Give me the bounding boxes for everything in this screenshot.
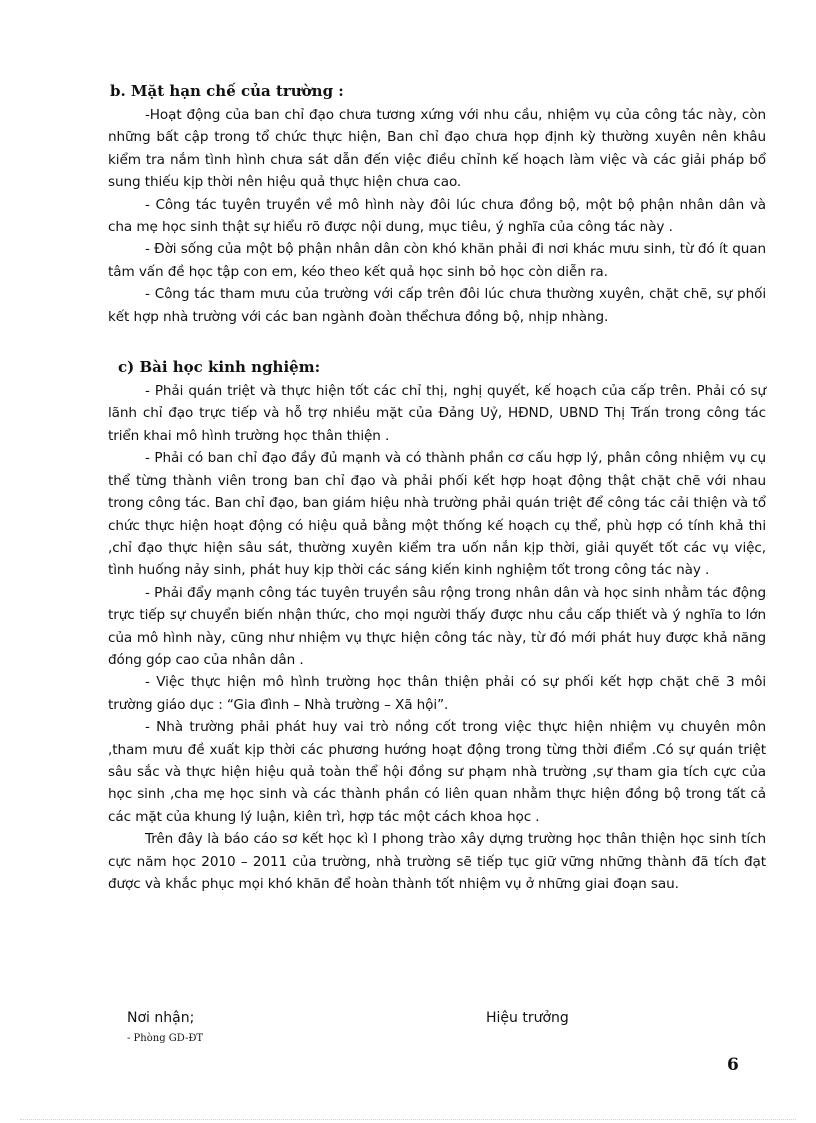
section-c-paragraph: - Nhà trường phải phát huy vai trò nồng cốt trong việc thực hiện nhiệm vụ chuyên môn ,tham mưu đề xuất kịp thời các phương hướng hoạt động trong từng thời điểm .Có sự quán triệt sâu sắc và thực hiện hiệu quả toàn thể hội đồng sư phạm nhà trường ,sự tham gia tích cực của học sinh ,cha mẹ học sinh và các thành phần có liên quan nhằm thực hiện đồng bộ trong tất cả các mặt của khung lý luận, kiên trì, hợp tác một cách khoa học . — [108, 719, 766, 825]
section-b-paragraph: - Công tác tuyên truyền về mô hình này đôi lúc chưa đồng bộ, một bộ phận nhân dân và cha mẹ học sinh thật sự hiểu rõ được nội dung, mục tiêu, ý nghĩa của công tác này . — [108, 196, 766, 236]
section-c-paragraph: - Phải quán triệt và thực hiện tốt các chỉ thị, nghị quyết, kế hoạch của cấp trên. Phải có sự lãnh chỉ đạo trực tiếp và hỗ trợ nhiều mặt của Đảng Uỷ, HĐND, UBND Thị Trấn trong công tác triển khai mô hình trường học thân thiện . — [108, 383, 766, 444]
section-c-paragraph: - Việc thực hiện mô hình trường học thân thiện phải có sự phối kết hợp chặt chẽ 3 môi trường giáo dục : “Gia đình – Nhà trường – Xã hội”. — [108, 674, 766, 713]
section-b-paragraph: - Đời sống của một bộ phận nhân dân còn khó khăn phải đi nơi khác mưu sinh, từ đó ít quan tâm vấn đề học tập con em, kéo theo kết quả học sinh bỏ học còn diễn ra. — [108, 241, 766, 280]
recipients-label: Nơi nhận; — [127, 1010, 195, 1026]
section-c-heading: c) Bài học kinh nghiệm: — [118, 358, 321, 377]
section-b-paragraph: - Công tác tham mưu của trường với cấp trên đôi lúc chưa thường xuyên, chặt chẽ, sự phối kết hợp nhà trường với các ban ngành đoàn thểchưa đồng bộ, nhịp nhàng. — [108, 286, 766, 325]
section-b-heading: b. Mặt hạn chế của trường : — [110, 82, 344, 100]
section-b-paragraph: -Hoạt động của ban chỉ đạo chưa tương xứng với nhu cầu, nhiệm vụ của công tác này, còn những bất cập trong tổ chức thực hiện, Ban chỉ đạo chưa họp định kỳ thường xuyên nên khâu kiểm tra nắm tình hình chưa sát dẫn đến việc điều chỉnh kế hoạch làm việc và các giải pháp bổ sung thiếu kịp thời nên hiệu quả thực hiện chưa cao. — [108, 107, 766, 191]
document-body — [108, 80, 766, 895]
page-bottom-divider — [20, 1119, 796, 1120]
signer-title: Hiệu trưởng — [486, 1010, 569, 1026]
section-c-paragraph: - Phải có ban chỉ đạo đầy đủ mạnh và có thành phần cơ cấu hợp lý, phân công nhiệm vụ cụ thể từng thành viên trong ban chỉ đạo và phải phối kết hợp hoạt động thật chặt chẽ với nhau trong công tác. Ban chỉ đạo, ban giám hiệu nhà trường phải quán triệt để công tác cải thiện và tổ chức thực hiện hoạt động có hiệu quả bằng một thống kế hoạch cụ thể, phù hợp có tính khả thi ,chỉ đạo thực hiện sâu sát, thường xuyên kiểm tra uốn nắn kịp thời, giải quyết tốt các vụ việc, tình huống nảy sinh, phát huy kịp thời các sáng kiến kinh nghiệm tốt trong công tác này . — [108, 450, 766, 579]
section-gap — [108, 328, 766, 356]
closing-paragraph: Trên đây là báo cáo sơ kết học kì I phong trào xây dựng trường học thân thiện học sinh tích cực năm học 2010 – 2011 của trường, nhà trường sẽ tiếp tục giữ vững những thành đã tích đạt được và khắc phục mọi khó khăn để hoàn thành tốt nhiệm vụ ở những giai đoạn sau. — [108, 831, 766, 892]
section-c-paragraph: - Phải đẩy mạnh công tác tuyên truyền sâu rộng trong nhân dân và học sinh nhằm tác động trực tiếp sự chuyển biến nhận thức, cho mọi người thấy được nhu cầu cấp thiết và ý nghĩa to lớn của mô hình này, cũng như nhiệm vụ thực hiện công tác này, từ đó mới phát huy được khả năng đóng góp cao của nhân dân . — [108, 584, 766, 668]
page-number: 6 — [727, 1055, 739, 1075]
recipient-item: - Phòng GD-ĐT — [127, 1033, 204, 1044]
